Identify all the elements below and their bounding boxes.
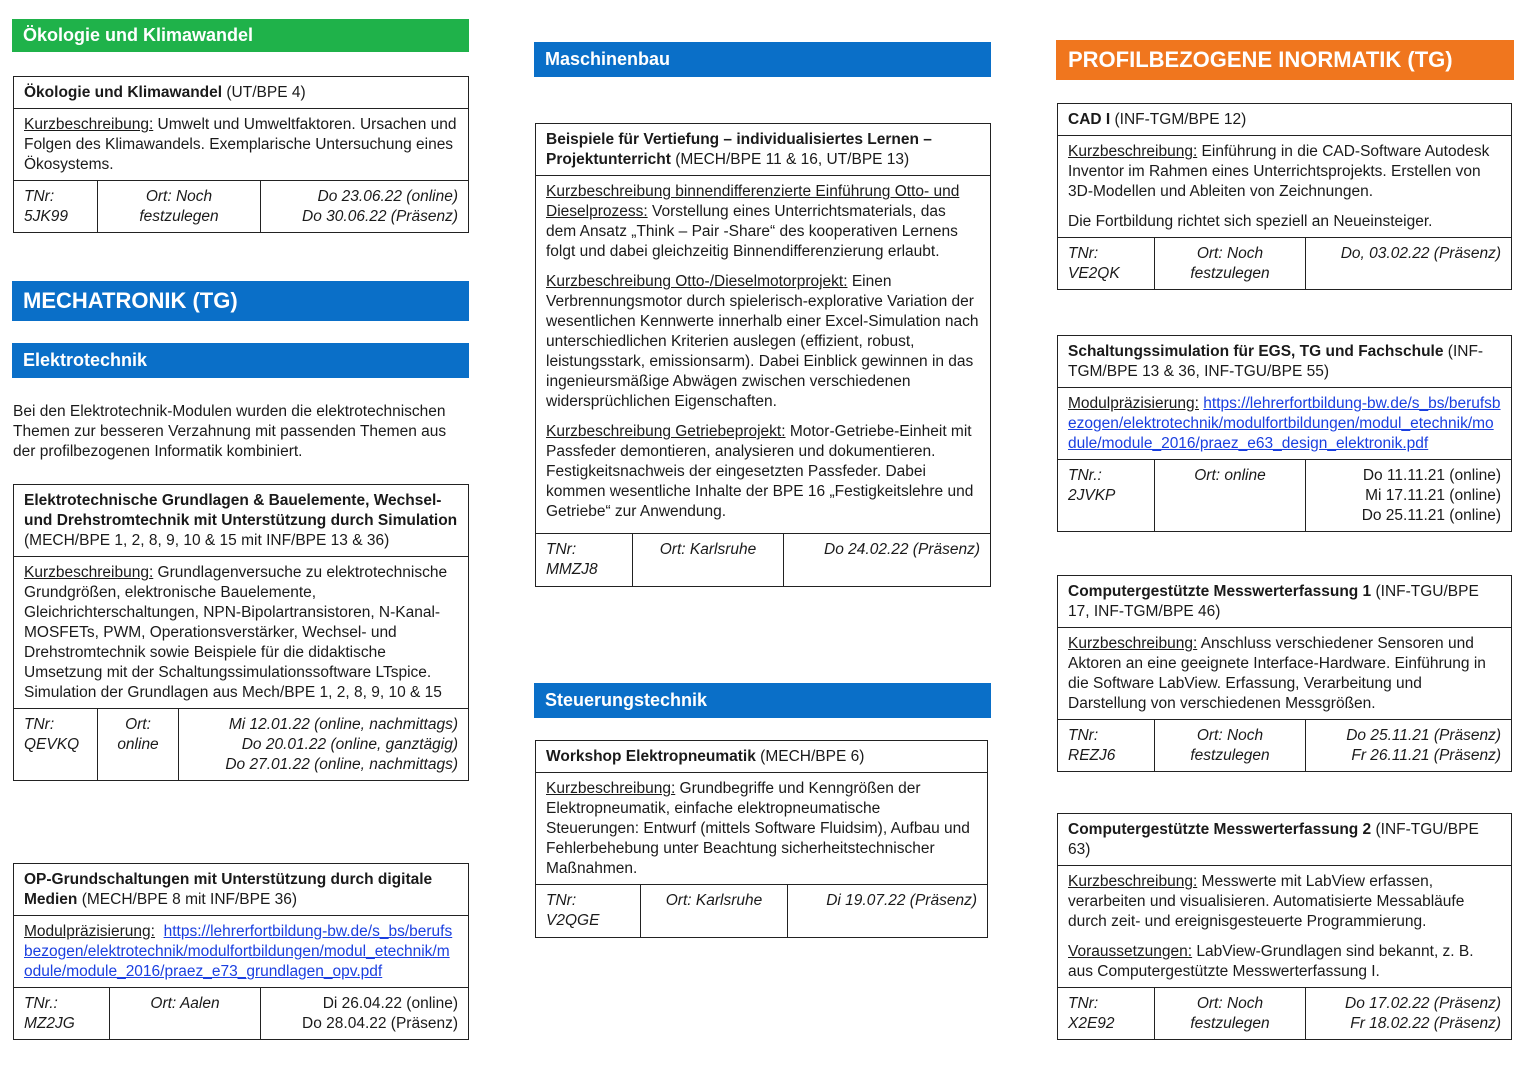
course-card-schaltungssimulation bbox=[1057, 335, 1512, 532]
dates-cell: Do 17.02.22 (Präsenz) Fr 18.02.22 (Präsenz) bbox=[1305, 988, 1511, 1039]
course-card-messwerterfassung-2 bbox=[1057, 813, 1512, 1040]
course-description: Kurzbeschreibung binnendifferenzierte Einführung Otto- und Dieselprozess: Vorstellung eines Unterrichtsmaterials, das dem Ansatz „Think – Pair -Share“ des kooperativen Lernens folgt und dabei gleichzeitig Binnendifferenzierung erlaubt. Kurzbeschreibung Otto-/Dieselmotorprojekt: Einen Verbrennungsmotor durch spielerisch-explorative Variation der wesentlichen Kennwerte innerhalb einer Excel-Simulation nach unterschiedlichen Kriterien auslegen (effizient, robust, leistungsstark, emissionsarm). Dabei Einblick gewinnen in das ingenieursmäßige Abwägen zwischen verschiedenen widersprüchlichen Eigenschaften. Kurzbeschreibung Getriebeprojekt: Motor-Getriebe-Einheit mit Passfeder demontieren, analysieren und dokumentieren. Festigkeitsnachweis der eingesetzten Passfeder. Dabei kommen wesentliche Inhalte der BPE 16 „Festigkeitslehre und Getriebe“ zur Anwendung. bbox=[536, 176, 990, 534]
course-card-op bbox=[13, 863, 469, 1040]
ort-cell: Ort: online bbox=[97, 709, 178, 780]
course-description: Kurzbeschreibung: Einführung in die CAD-Software Autodesk Inventor im Rahmen eines Unterrichtsprojekts. Erstellen von 3D-Modellen und Ableiten von Zeichnungen. Die Fortbildung richtet sich speziell an Neueinsteiger. bbox=[1058, 136, 1511, 238]
modul-link[interactable]: https://lehrerfortbildung-bw.de/s_bs/berufsbezogen/elektrotechnik/modulfortbildungen/modul_etechnik/module/module_2016/praez_e73_grundlagen_opv.pdf bbox=[24, 923, 453, 980]
course-meta bbox=[1058, 238, 1511, 289]
course-description: Modulpräzisierung: https://lehrerfortbildung-bw.de/s_bs/berufsbezogen/elektrotechnik/modulfortbildungen/modul_etechnik/module/module_2016/praez_e63_design_elektronik.pdf bbox=[1058, 388, 1511, 460]
course-meta bbox=[536, 885, 987, 937]
course-title: Beispiele für Vertiefung – individualisiertes Lernen – Projektunterricht (MECH/BPE 11 & 16, UT/BPE 13) bbox=[536, 124, 990, 176]
tnr-cell: TNr.: 2JVKP bbox=[1068, 467, 1116, 504]
ort-cell: Ort: online bbox=[1154, 460, 1305, 531]
tnr-cell: TNr.: MZ2JG bbox=[24, 995, 75, 1032]
course-title: Computergestützte Messwerterfassung 1 (INF-TGU/BPE 17, INF-TGM/BPE 46) bbox=[1058, 576, 1511, 628]
dates-cell: Do 24.02.22 (Präsenz) bbox=[783, 534, 990, 586]
tnr-cell: TNr: V2QGE bbox=[546, 892, 600, 929]
tnr-cell: TNr: X2E92 bbox=[1068, 995, 1115, 1032]
tnr-cell: TNr: MMZJ8 bbox=[546, 541, 598, 578]
course-description: Modulpräzisierung: https://lehrerfortbildung-bw.de/s_bs/berufsbezogen/elektrotechnik/modulfortbildungen/modul_etechnik/module/module_2016/praez_e73_grundlagen_opv.pdf bbox=[14, 916, 468, 988]
tnr-cell: TNr: QEVKQ bbox=[24, 716, 80, 753]
course-meta bbox=[14, 988, 468, 1039]
course-description: Kurzbeschreibung: Anschluss verschiedener Sensoren und Aktoren an eine geeignete Interface-Hardware. Einführung in die Software LabView. Erfassung, Verarbeitung und Darstellung von verschiedenen Messgrößen. bbox=[1058, 628, 1511, 720]
course-title: Elektrotechnische Grundlagen & Bauelemente, Wechsel- und Drehstromtechnik mit Unterstützung durch Simulation (MECH/BPE 1, 2, 8, 9, 10 & 15 mit INF/BPE 13 & 36) bbox=[14, 485, 468, 557]
course-title: Computergestützte Messwerterfassung 2 (INF-TGU/BPE 63) bbox=[1058, 814, 1511, 866]
course-meta bbox=[1058, 460, 1511, 531]
ort-cell: Ort: Noch festzulegen bbox=[1154, 988, 1305, 1039]
dates-cell: Do 25.11.21 (Präsenz) Fr 26.11.21 (Präsenz) bbox=[1305, 720, 1511, 771]
course-meta bbox=[1058, 988, 1511, 1039]
dates-cell: Di 26.04.22 (online) Do 28.04.22 (Präsenz) bbox=[260, 988, 468, 1039]
elektrotechnik-intro: Bei den Elektrotechnik-Modulen wurden die elektrotechnischen Themen zur besseren Verzahnung mit passenden Themen aus der profilbezogenen Informatik kombiniert. bbox=[13, 403, 447, 460]
course-title: CAD I (INF-TGM/BPE 12) bbox=[1058, 104, 1511, 136]
dates-cell: Mi 12.01.22 (online, nachmittags) Do 20.01.22 (online, ganztägig) Do 27.01.22 (online, nachmittags) bbox=[178, 709, 468, 780]
section-header-mechatronik: MECHATRONIK (TG) bbox=[12, 281, 469, 321]
course-title: Workshop Elektropneumatik (MECH/BPE 6) bbox=[536, 741, 987, 773]
ort-cell: Ort: Karlsruhe bbox=[632, 534, 783, 586]
tnr-cell: TNr: VE2QK bbox=[1068, 245, 1120, 282]
dates-cell: Do, 03.02.22 (Präsenz) bbox=[1305, 238, 1511, 289]
course-description: Kurzbeschreibung: Messwerte mit LabView erfassen, verarbeiten und visualisieren. Automatisierte Messabläufe durch zeit- und ereignisgesteuerte Programmierung. Voraussetzungen: LabView-Grundlagen sind bekannt, z. B. aus Computergestützte Messwerterfassung I. bbox=[1058, 866, 1511, 988]
course-description: Kurzbeschreibung: Grundlagenversuche zu elektrotechnische Grundgrößen, elektronische Bauelemente, Gleichrichterschaltungen, NPN-Bipolartransistoren, N-Kanal-MOSFETs, PWM, Operationsverstärker, Wechsel- und Drehstromtechnik sowie Beispiele für die didaktische Umsetzung mit der Schaltungssimulationssoftware LTspice. Simulation der Grundlagen aus Mech/BPE 1, 2, 8, 9, 10 & 15 bbox=[14, 557, 468, 709]
course-card-messwerterfassung-1 bbox=[1057, 575, 1512, 772]
dates-cell: Do 23.06.22 (online) Do 30.06.22 (Präsenz) bbox=[260, 181, 468, 232]
course-title: Ökologie und Klimawandel (UT/BPE 4) bbox=[14, 77, 468, 109]
section-header-elektrotechnik: Elektrotechnik bbox=[12, 343, 469, 378]
dates-cell: Di 19.07.22 (Präsenz) bbox=[787, 885, 987, 937]
course-card-grundlagen bbox=[13, 484, 469, 781]
course-meta bbox=[536, 534, 990, 586]
ort-cell: Ort: Noch festzulegen bbox=[97, 181, 260, 232]
course-description: Kurzbeschreibung: Umwelt und Umweltfaktoren. Ursachen und Folgen des Klimawandels. Exemplarische Untersuchung eines Ökosystems. bbox=[14, 109, 468, 181]
course-description: Kurzbeschreibung: Grundbegriffe und Kenngrößen der Elektropneumatik, einfache elektropneumatische Steuerungen: Entwurf (mittels Software Fluidsim), Aufbau und Fehlerbehebung unter Beachtung sicherheitstechnischer Maßnahmen. bbox=[536, 773, 987, 885]
tnr-cell: TNr: 5JK99 bbox=[24, 188, 68, 225]
section-header-informatik: PROFILBEZOGENE INORMATIK (TG) bbox=[1056, 40, 1514, 80]
modul-link[interactable]: https://lehrerfortbildung-bw.de/s_bs/berufsbezogen/elektrotechnik/modulfortbildungen/modul_etechnik/module/module_2016/praez_e63_design_elektronik.pdf bbox=[1068, 395, 1501, 452]
dates-cell: Do 11.11.21 (online) Mi 17.11.21 (online) Do 25.11.21 (online) bbox=[1305, 460, 1511, 531]
tnr-cell: TNr: REZJ6 bbox=[1068, 727, 1116, 764]
course-meta bbox=[1058, 720, 1511, 771]
ort-cell: Ort: Karlsruhe bbox=[640, 885, 787, 937]
course-card-cad bbox=[1057, 103, 1512, 290]
course-meta bbox=[14, 181, 468, 232]
course-card-oekologie bbox=[13, 76, 469, 233]
course-card-elektropneumatik bbox=[535, 740, 988, 938]
course-card-vertiefung bbox=[535, 123, 991, 587]
section-header-steuerungstechnik: Steuerungstechnik bbox=[534, 683, 991, 718]
course-title: Schaltungssimulation für EGS, TG und Fachschule (INF-TGM/BPE 13 & 36, INF-TGU/BPE 55) bbox=[1058, 336, 1511, 388]
course-title: OP-Grundschaltungen mit Unterstützung durch digitale Medien (MECH/BPE 8 mit INF/BPE 36) bbox=[14, 864, 468, 916]
section-header-maschinenbau: Maschinenbau bbox=[534, 42, 991, 77]
ort-cell: Ort: Noch festzulegen bbox=[1154, 720, 1305, 771]
course-meta bbox=[14, 709, 468, 780]
section-header-oekologie: Ökologie und Klimawandel bbox=[12, 19, 469, 52]
ort-cell: Ort: Aalen bbox=[109, 988, 260, 1039]
ort-cell: Ort: Noch festzulegen bbox=[1154, 238, 1305, 289]
